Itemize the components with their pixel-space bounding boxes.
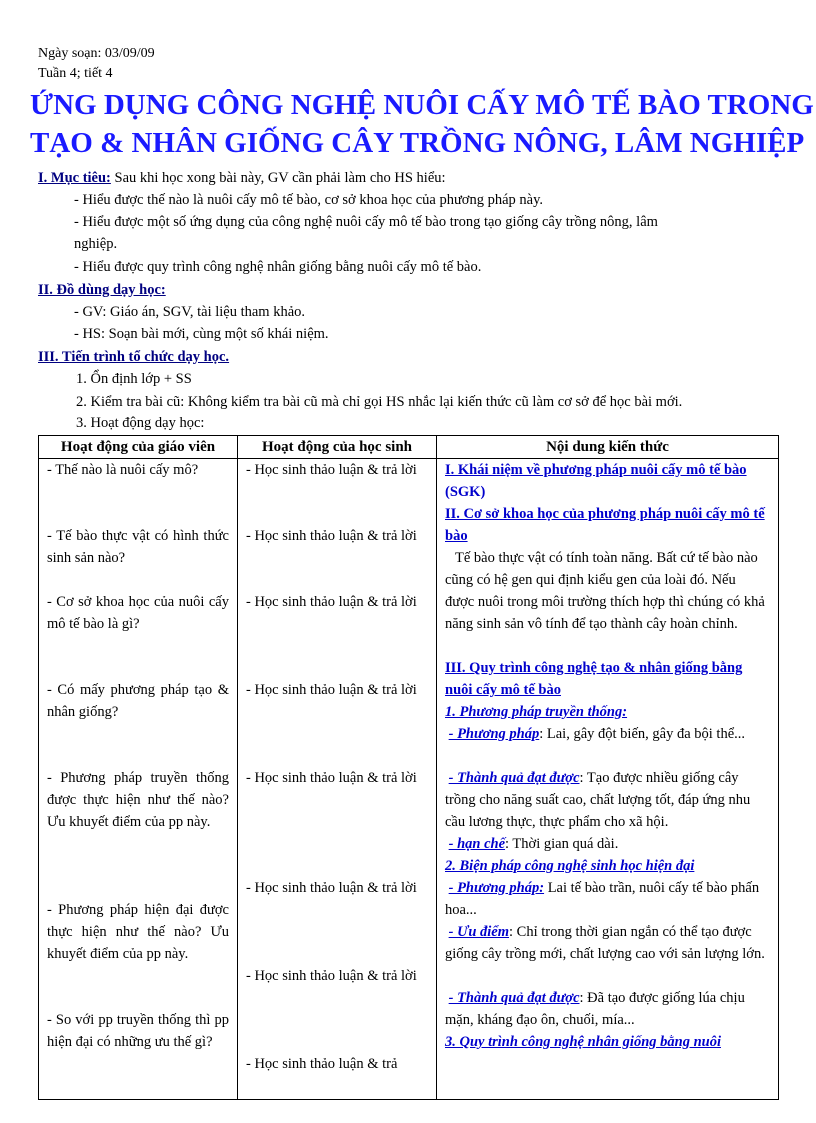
student-answer: - Học sinh thảo luận & trả lời (246, 770, 417, 786)
section-1 (38, 168, 446, 188)
objective-item: - Hiểu được quy trình công nghệ nhân giống bằng nuôi cấy mô tế bào. (74, 259, 482, 275)
text: : Lai, gây đột biến, gây đa bội thể... (539, 726, 746, 742)
text: : Đã tạo được giống lúa chịu mặn, kháng đạo ôn, chuối, mía... (445, 990, 745, 1028)
student-answer: - Học sinh thảo luận & trả lời (246, 528, 417, 544)
content-heading-1 (445, 459, 768, 503)
basis-paragraph: Tế bào thực vật có tính toàn năng. Bất cứ tế bào nào cũng có hệ gen qui định kiểu gen của loài đó. Nếu được nuôi trong môi trường thích hợp thì chúng có khả năng sinh sản vô tính để tạo thành cây hoàn chỉnh. (445, 550, 765, 632)
header-student: Hoạt động của học sinh (238, 436, 437, 459)
student-answer: - Học sinh thảo luận & trả (246, 1056, 398, 1072)
modern-method-heading: 2. Biện pháp công nghệ sinh học hiện đại (445, 858, 695, 874)
materials-item: - HS: Soạn bài mới, cùng một số khái niệm. (74, 326, 329, 342)
date-line: Ngày soạn: 03/09/09 (38, 46, 155, 61)
propagation-heading: 3. Quy trình công nghệ nhân giống bằng nuôi (445, 1034, 721, 1050)
method-2-heading (445, 855, 768, 877)
method-2-approach (445, 877, 768, 921)
method-1-results (445, 767, 768, 833)
method-2-advantages (445, 921, 768, 965)
student-answer: - Học sinh thảo luận & trả lời (246, 594, 417, 610)
text: : Chỉ trong thời gian ngắn có thể tạo được giống cây trồng mới, chất lượng cao với sản lượng lớn. (445, 924, 765, 962)
objective-item-continued: nghiệp. (74, 236, 118, 252)
text: : Thời gian quá dài. (505, 836, 619, 852)
materials-item: - GV: Giáo án, SGV, tài liệu tham khảo. (74, 304, 306, 320)
week-line: Tuần 4; tiết 4 (38, 66, 113, 81)
title-line-1: ỨNG DỤNG CÔNG NGHỆ NUÔI CẤY MÔ TẾ BÀO TRONG (30, 89, 814, 121)
method-3-heading (445, 1031, 768, 1053)
method-1-heading (445, 701, 768, 723)
section-1-heading: I. Mục tiêu: (38, 170, 111, 186)
student-answer: - Học sinh thảo luận & trả lời (246, 968, 417, 984)
teacher-question: - Phương pháp hiện đại được thực hiện như thế nào? Ưu khuyết điểm của pp này. (47, 902, 229, 962)
concept-heading-tail: (SGK) (445, 484, 486, 500)
text: : Tạo được nhiều giống cây trồng cho năng suất cao, chất lượng tốt, đáp ứng nhu cầu lương thực, thực phẩm cho xã hội. (445, 770, 751, 830)
label: - Phương pháp: (448, 880, 545, 896)
section-3-heading-text: III. Tiến trình tổ chức dạy học. (38, 349, 230, 365)
header-teacher: Hoạt động của giáo viên (39, 436, 238, 459)
student-answer: - Học sinh thảo luận & trả lời (246, 682, 417, 698)
student-answer: - Học sinh thảo luận & trả lời (246, 462, 417, 478)
method-1-approach (445, 723, 768, 745)
section-3-heading (38, 347, 229, 367)
section-2-heading (38, 280, 166, 300)
table-header-row (39, 436, 779, 459)
method-2-results (445, 987, 768, 1031)
activities-table (38, 435, 779, 1100)
content-heading-3 (445, 657, 768, 701)
title-line-2: TẠO & NHÂN GIỐNG CÂY TRỒNG NÔNG, LÂM NGHIỆP (30, 127, 805, 159)
teacher-question: - Phương pháp truyền thống được thực hiện như thế nào? Ưu khuyết điểm của pp này. (47, 770, 229, 830)
student-column (238, 459, 437, 1100)
procedure-item: 3. Hoạt động dạy học: (76, 415, 205, 431)
header-content: Nội dung kiến thức (437, 436, 779, 459)
label: - Phương pháp (448, 726, 540, 742)
teacher-column (39, 459, 238, 1100)
content-column (437, 459, 779, 1100)
teacher-question: - So với pp truyền thống thì pp hiện đại có những ưu thế gì? (47, 1012, 229, 1050)
table-body-row (39, 459, 779, 1100)
teacher-question: - Cơ sở khoa học của nuôi cấy mô tế bào là gì? (47, 594, 229, 632)
teacher-question: - Tế bào thực vật có hình thức sinh sản nào? (47, 528, 229, 566)
label: - Thành quả đạt được (448, 990, 580, 1006)
student-answer: - Học sinh thảo luận & trả lời (246, 880, 417, 896)
text: Lai tế bào trần, nuôi cấy tế bào phấn hoa... (445, 880, 760, 918)
procedure-item: 1. Ổn định lớp + SS (76, 371, 192, 387)
label: - hạn chế (448, 836, 506, 852)
section-1-intro: Sau khi học xong bài này, GV cần phải làm cho HS hiểu: (110, 170, 446, 186)
content-heading-2 (445, 503, 768, 547)
traditional-method-heading: 1. Phương pháp truyền thống: (445, 704, 628, 720)
objective-item: - Hiểu được một số ứng dụng của công nghệ nuôi cấy mô tế bào trong tạo giống cây trồng nông, lâm (74, 214, 658, 230)
basis-heading: II. Cơ sở khoa học của phương pháp nuôi cấy mô tế bào (445, 506, 765, 544)
teacher-question: - Có mấy phương pháp tạo & nhân giống? (47, 682, 229, 720)
concept-heading: I. Khái niệm về phương pháp nuôi cấy mô tế bào (445, 462, 747, 478)
label: - Thành quả đạt được (448, 770, 580, 786)
objective-item: - Hiểu được thế nào là nuôi cấy mô tế bào, cơ sở khoa học của phương pháp này. (74, 192, 544, 208)
section-2-heading-text: II. Đồ dùng dạy học: (38, 282, 166, 298)
label: - Ưu điểm (448, 924, 509, 940)
procedure-item: 2. Kiểm tra bài cũ: Không kiểm tra bài cũ mà chỉ gọi HS nhắc lại kiến thức cũ làm cơ sở để học bài mới. (76, 394, 683, 410)
teacher-question: - Thế nào là nuôi cấy mô? (47, 462, 199, 478)
process-heading: III. Quy trình công nghệ tạo & nhân giống bằng nuôi cấy mô tế bào (445, 660, 743, 698)
method-1-limits (445, 833, 768, 855)
